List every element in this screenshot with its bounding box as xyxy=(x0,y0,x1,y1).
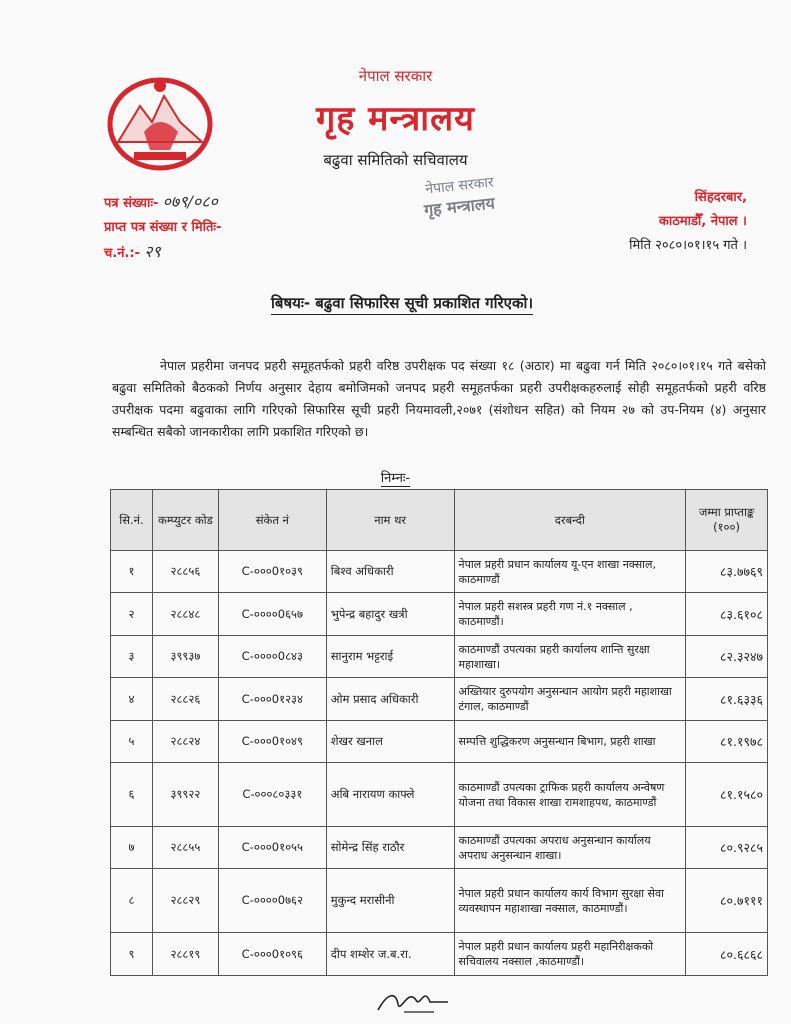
cell-name: सोमेन्द्र सिंह राठौर xyxy=(326,827,454,869)
cell-posting: नेपाल प्रहरी सशस्त्र प्रहरी गण नं.१ नक्साल , काठमाण्डौं। xyxy=(454,593,686,636)
header-computer-code: कम्प्युटर कोड xyxy=(152,490,218,551)
cell-name: मुकुन्द मरासीनी xyxy=(326,869,454,933)
cell-name: सानुराम भट्टराई xyxy=(326,636,454,678)
cell-posting: नेपाल प्रहरी प्रधान कार्यालय कार्य विभाग सुरक्षा सेवा व्यवस्थापन महाशाखा नक्साल, काठमाण्डौं। xyxy=(454,869,686,933)
letter-reference-block xyxy=(104,190,221,266)
cell-name: अबि नारायण काफ्ले xyxy=(326,763,454,827)
cell-sn: ५ xyxy=(111,721,153,763)
cell-symbol: C-००००0६५७ xyxy=(218,593,326,636)
table-row xyxy=(111,869,768,933)
cell-posting: अख्तियार दुरुपयोग अनुसन्धान आयोग प्रहरी महाशाखा टंगाल, काठमाण्डौं xyxy=(454,678,686,721)
cell-code: २८८२९ xyxy=(152,869,218,933)
cell-posting: नेपाल प्रहरी प्रधान कार्यालय यू-एन शाखा नक्साल, काठमाण्डौं xyxy=(454,551,686,593)
secretariat-name: बढुवा समितिको सचिवालय xyxy=(323,151,468,169)
cell-code: ३९९२२ xyxy=(152,763,218,827)
office-address-block xyxy=(629,186,747,258)
cell-posting: सम्पत्ति शुद्धिकरण अनुसन्धान बिभाग, प्रहरी शाखा xyxy=(454,721,686,763)
header-symbol-no: संकेत नं xyxy=(218,490,326,551)
cell-score: ८०.९२८५ xyxy=(686,827,768,869)
cell-code: २८८२४ xyxy=(152,721,218,763)
cell-posting: काठमाण्डौं उपत्यका ट्राफिक प्रहरी कार्यालय अन्वेषण योजना तथा विकास शाखा रामशाहपथ, काठमाण्डौं xyxy=(454,763,686,827)
stamp-text-2: गृह मन्त्रालय xyxy=(423,193,496,220)
cell-symbol: C-०००0१०४९ xyxy=(218,721,326,763)
table-row xyxy=(111,933,768,976)
header-posting: दरबन्दी xyxy=(454,490,686,551)
cell-symbol: C-००००0८४३ xyxy=(218,636,326,678)
cell-name: बिश्व अधिकारी xyxy=(326,551,454,593)
cell-code: २८८५५ xyxy=(152,827,218,869)
subject-line: बिषयः- बढुवा सिफारिस सूची प्रकाशित गरिएको। xyxy=(271,293,533,315)
table-row xyxy=(111,763,768,827)
cell-code: ३९९३७ xyxy=(152,636,218,678)
table-row xyxy=(111,636,768,678)
table-row xyxy=(111,827,768,869)
cell-score: ८०.६८६८ xyxy=(686,933,768,976)
cell-sn: ६ xyxy=(111,763,153,827)
notice-body: नेपाल प्रहरीमा जनपद प्रहरी समूहतर्फको प्रहरी वरिष्ठ उपरीक्षक पद संख्या १८ (अठार) मा बढुवा गर्न मिति २०८०।०१।१५ गते बसेको बढुवा समितिको बैठकको निर्णय अनुसार देहाय बमोजिमको जनपद प्रहरी समूहतर्फका प्रहरी उपरीक्षकहरुलाई सोही समूहतर्फको प्रहरी वरिष्ठ उपरीक्षक पदमा बढुवाका लागि गरिएको सिफारिस सूची प्रहरी नियमावली,२०७१ (संशोधन सहित) को नियम २७ को उप-नियम (४) अनुसार सम्बन्धित सबैको जानकारीका लागि प्रकाशित गरिएको छ। xyxy=(112,357,766,439)
cell-sn: ४ xyxy=(111,678,153,721)
cell-score: ८१.६३३६ xyxy=(686,678,768,721)
cell-posting: नेपाल प्रहरी प्रधान कार्यालय प्रहरी महानिरीक्षकको सचिवालय नक्साल ,काठमाण्डौं। xyxy=(454,933,686,976)
cell-name: दीप शम्शेर ज.ब.रा. xyxy=(326,933,454,976)
table-row xyxy=(111,593,768,636)
letter-date: मिति २०८०।०१।१५ गते । xyxy=(629,238,747,253)
table-row xyxy=(111,678,768,721)
cell-symbol: C-०००८०३३१ xyxy=(218,763,326,827)
cell-name: शेखर खनाल xyxy=(326,721,454,763)
cell-posting: काठमाण्डौं उपत्यका अपराध अनुसन्धान कार्यालय अपराध अनुसन्धान शाखा। xyxy=(454,827,686,869)
table-row xyxy=(111,721,768,763)
cell-symbol: C-०००0१०३९ xyxy=(218,551,326,593)
list-heading xyxy=(0,468,791,486)
ministry-title: गृह मन्त्रालय xyxy=(316,99,475,139)
list-heading-text: निम्नः- xyxy=(380,471,411,486)
cell-sn: १ xyxy=(111,551,153,593)
cell-posting: काठमाण्डौं उपत्यका प्रहरी कार्यालय शान्ति सुरक्षा महाशाखा। xyxy=(454,636,686,678)
office-place: सिंहदरबार, xyxy=(694,190,747,205)
cell-name: ओम प्रसाद अधिकारी xyxy=(326,678,454,721)
cell-sn: २ xyxy=(111,593,153,636)
received-label: प्राप्त पत्र संख्या र मितिः- xyxy=(104,220,222,235)
dispatch-value: २९ xyxy=(144,242,161,261)
cell-sn: ७ xyxy=(111,827,153,869)
cell-name: भुपेन्द्र बहादुर खत्री xyxy=(326,593,454,636)
cell-symbol: C-०००0१२३४ xyxy=(218,678,326,721)
header-sn: सि.नं. xyxy=(111,490,153,551)
cell-score: ८३.७७६९ xyxy=(686,551,768,593)
cell-code: २८८२६ xyxy=(152,678,218,721)
table-header-row xyxy=(111,490,768,551)
office-stamp-icon xyxy=(400,160,520,230)
signature-icon xyxy=(374,982,454,1018)
table-row xyxy=(111,551,768,593)
cell-symbol: C-००००0७६२ xyxy=(218,869,326,933)
stamp-text-1: नेपाल सरकार xyxy=(424,174,495,198)
cell-sn: ८ xyxy=(111,869,153,933)
office-city: काठमाडौँ, नेपाल । xyxy=(658,214,747,229)
cell-score: ८१.१९७८ xyxy=(686,721,768,763)
cell-symbol: C-०००0१०५५ xyxy=(218,827,326,869)
cell-symbol: C-०००0१०९६ xyxy=(218,933,326,976)
letter-no-label: पत्र संख्याः- xyxy=(104,196,159,211)
header-total-score: जम्मा प्राप्ताङ्क (१००) xyxy=(686,490,768,551)
cell-code: २८८४८ xyxy=(152,593,218,636)
cell-score: ८२.३२४७ xyxy=(686,636,768,678)
cell-code: २८८५६ xyxy=(152,551,218,593)
letter-no-value: ०७९/०८० xyxy=(162,192,218,211)
dispatch-label: च.नं.:- xyxy=(104,246,140,261)
cell-sn: ९ xyxy=(111,933,153,976)
recommendation-table xyxy=(110,489,768,976)
cell-score: ८०.७१११ xyxy=(686,869,768,933)
government-name: नेपाल सरकार xyxy=(358,67,433,85)
cell-score: ८१.१५८० xyxy=(686,763,768,827)
cell-score: ८३.६१०८ xyxy=(686,593,768,636)
header-name: नाम थर xyxy=(326,490,454,551)
cell-code: २८८१९ xyxy=(152,933,218,976)
cell-sn: ३ xyxy=(111,636,153,678)
